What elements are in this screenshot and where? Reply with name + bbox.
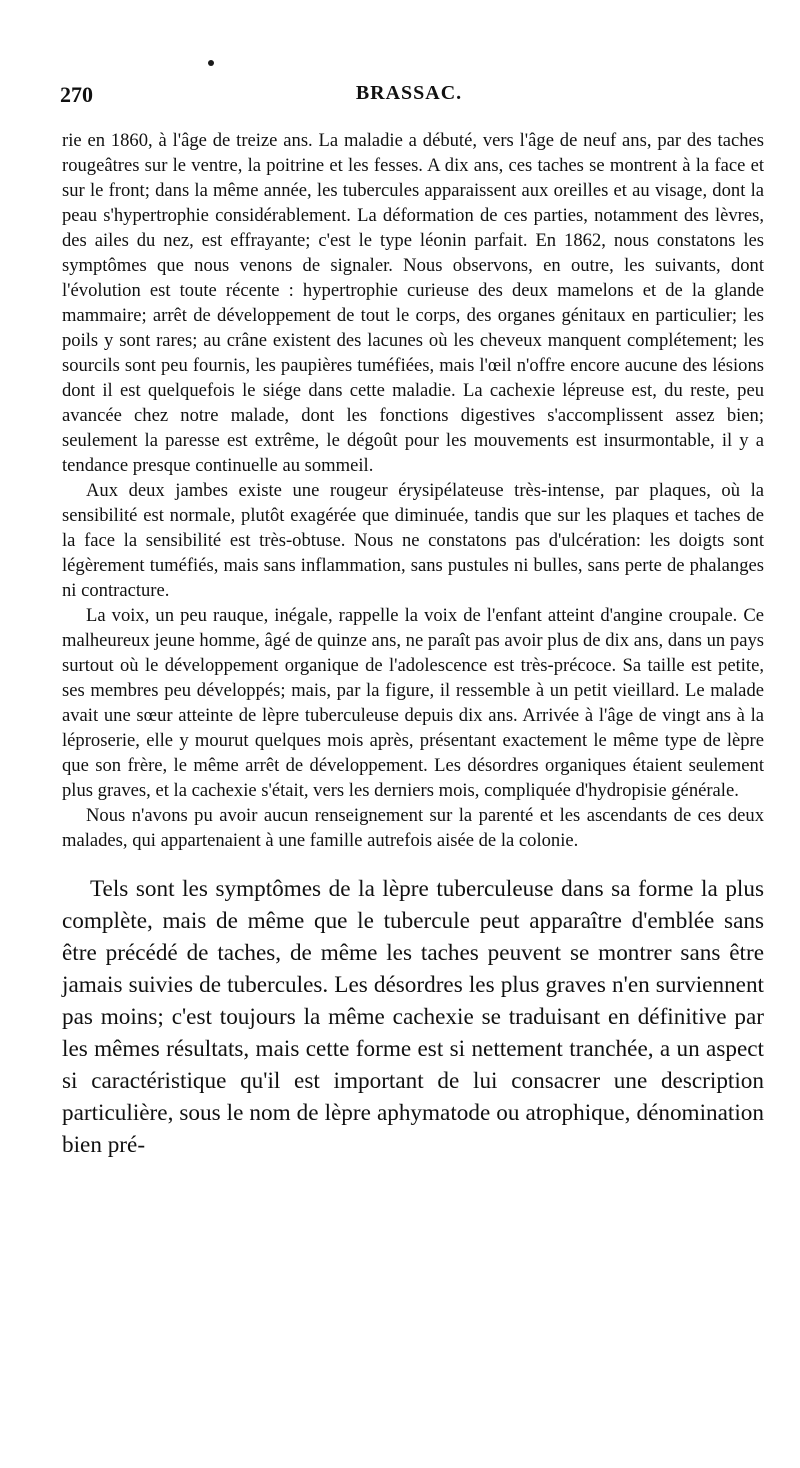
paragraph: rie en 1860, à l'âge de treize ans. La maladie a débuté, vers l'âge de neuf ans, par des taches rougeâtres sur le ventre, la poitrine et les fesses. A dix ans, ces taches se montrent à la face et sur le front; dans la même année, les tubercules apparaissent aux oreilles et au visage, dont la peau s'hypertrophie considérablement. La déformation de ces parties, notamment des lèvres, des ailes du nez, est effrayante; c'est le type léonin parfait. En 1862, nous constatons les symptômes que nous venons de signaler. Nous observons, en outre, les suivants, dont l'évolution est toute récente : hypertrophie curieuse des deux mamelons et de la glande mammaire; arrêt de développement de tout le corps, des organes génitaux en particulier; les poils y sont rares; au crâne existent des lacunes où les cheveux manquent complétement; les sourcils sont peu fournis, les paupières tuméfiées, mais l'œil n'offre encore aucune des lésions dont il est quelquefois le siége dans cette maladie. La cachexie lépreuse est, du reste, peu avancée chez notre malade, dont les fonctions digestives s'accomplissent assez bien; seulement la paresse est extrême, le dégoût pour les mouvements est insurmontable, il y a tendance presque continuelle au sommeil. bbox=[62, 130, 764, 476]
case-report-text bbox=[62, 128, 764, 853]
paragraph: La voix, un peu rauque, inégale, rappelle la voix de l'enfant atteint d'angine croupale. Ce malheureux jeune homme, âgé de quinze ans, ne paraît pas avoir plus de dix ans, dans un pays surtout où le développement organique de l'adolescence est très-précoce. Sa taille est petite, ses membres peu développés; mais, par la figure, il ressemble à un petit vieillard. Le malade avait une sœur atteinte de lèpre tuberculeuse depuis dix ans. Arrivée à l'âge de vingt ans à la léproserie, elle y mourut quelques mois après, présentant exactement le même type de lèpre que son frère, le même arrêt de développement. Les désordres organiques étaient seulement plus graves, et la cachexie s'était, vers les derniers mois, compliquée d'hydropisie générale. bbox=[62, 605, 764, 801]
page-number: 270 bbox=[60, 82, 93, 107]
page-body bbox=[62, 128, 764, 1161]
paragraph: Aux deux jambes existe une rougeur érysipélateuse très-intense, par plaques, où la sensibilité est normale, plutôt exagérée que diminuée, tandis que sur les plaques et taches de la face la sensibilité est très-obtuse. Nous ne constatons pas d'ulcération: les doigts sont légèrement tuméfiés, mais sans inflammation, sans pustules ni bulles, sans perte de phalanges ni contracture. bbox=[62, 480, 764, 601]
main-text bbox=[62, 873, 764, 1161]
paragraph: Nous n'avons pu avoir aucun renseignement sur la parenté et les ascendants de ces deux malades, qui appartenaient à une famille autrefois aisée de la colonie. bbox=[62, 805, 764, 851]
running-title: BRASSAC. bbox=[355, 82, 463, 104]
ink-speck bbox=[208, 60, 214, 66]
paragraph: Tels sont les symptômes de la lèpre tuberculeuse dans sa forme la plus complète, mais de même que le tubercule peut apparaître d'emblée sans être précédé de taches, de même les taches peuvent se montrer sans être jamais suivies de tubercules. Les désordres les plus graves n'en surviennent pas moins; c'est toujours la même cachexie se traduisant en définitive par les mêmes résultats, mais cette forme est si nettement tranchée, a un aspect si caractéristique qu'il est important de lui consacrer une description particulière, sous le nom de lèpre aphymatode ou atrophique, dénomination bien pré- bbox=[62, 876, 764, 1158]
page-header bbox=[60, 82, 758, 116]
